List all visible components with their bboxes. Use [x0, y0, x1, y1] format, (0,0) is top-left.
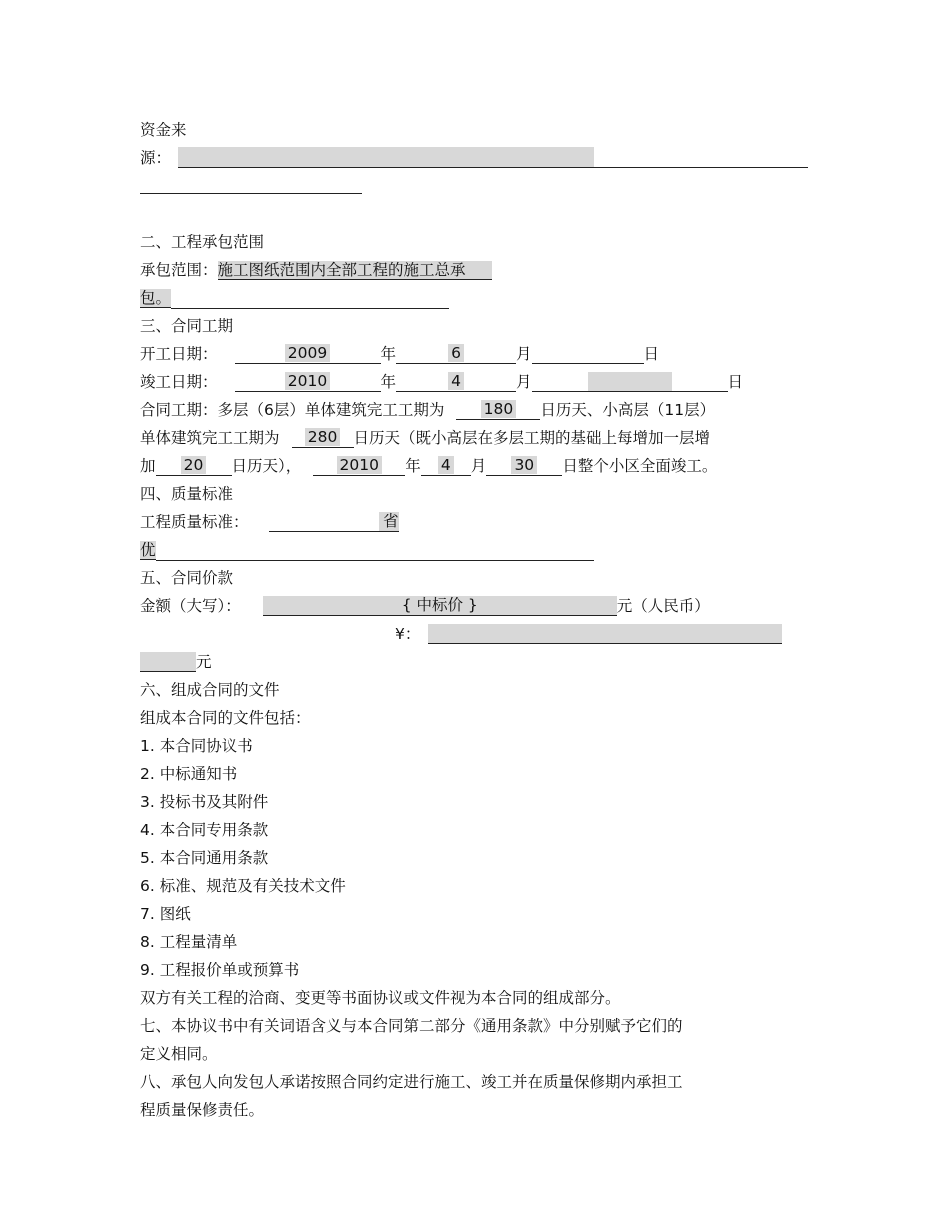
high-floors-value: 11 — [664, 401, 685, 419]
day-unit: 日 — [727, 373, 744, 391]
funding-field[interactable] — [178, 147, 594, 167]
funding-underline-continued — [140, 193, 362, 194]
finish-month-field[interactable] — [421, 456, 471, 476]
end-month-field[interactable] — [396, 372, 516, 392]
multi-days-value: 180 — [481, 400, 517, 418]
start-year-value: 2009 — [285, 344, 330, 362]
yen-field[interactable] — [428, 624, 782, 644]
document-item: 6. 标准、规范及有关技术文件 — [140, 877, 346, 895]
multi-days-field[interactable] — [456, 400, 540, 420]
contract-period-text-7: 加 — [140, 457, 156, 475]
high-days-field[interactable] — [292, 428, 354, 448]
month-unit: 月 — [516, 345, 532, 363]
funding-label-line1: 资金来 — [140, 121, 187, 139]
quality-value-part1: 省 — [379, 512, 399, 531]
contract-period-text-9: 日整个小区全面竣工。 — [562, 457, 718, 475]
multi-floors-value: 6 — [264, 401, 274, 419]
scope-label: 承包范围： — [140, 261, 218, 279]
scope-value-line2[interactable]: 包。 — [140, 289, 172, 307]
documents-note: 双方有关工程的洽商、变更等书面协议或文件视为本合同的组成部分。 — [140, 989, 621, 1007]
yen-label: ¥： — [395, 625, 421, 643]
scope-heading: 二、工程承包范围 — [140, 233, 265, 251]
amount-field[interactable] — [263, 596, 617, 616]
document-item: 1. 本合同协议书 — [140, 737, 253, 755]
price-heading: 五、合同价款 — [140, 569, 234, 587]
clause7-line2: 定义相同。 — [140, 1045, 218, 1063]
document-item: 4. 本合同专用条款 — [140, 821, 269, 839]
start-month-value: 6 — [448, 344, 464, 362]
quality-label: 工程质量标准： — [140, 513, 249, 531]
period-heading: 三、合同工期 — [140, 317, 234, 335]
end-year-field[interactable] — [235, 372, 381, 392]
end-year-value: 2010 — [285, 372, 330, 390]
document-item: 5. 本合同通用条款 — [140, 849, 269, 867]
currency-suffix: 元（人民币） — [616, 597, 710, 615]
day-unit: 日 — [643, 345, 660, 363]
contract-period-text-8: 日历天）， — [231, 457, 302, 475]
document-item: 2. 中标通知书 — [140, 765, 238, 783]
funding-underline — [178, 167, 808, 168]
yen-field-continued[interactable] — [140, 652, 196, 672]
clause8-line1: 八、承包人向发包人承诺按照合同约定进行施工、竣工并在质量保修期内承担工 — [140, 1073, 683, 1091]
finish-month-value: 4 — [438, 456, 454, 474]
contract-period-text-6: 日历天（既小高层在多层工期的基础上每增加一层增 — [353, 429, 711, 447]
end-month-value: 4 — [448, 372, 464, 390]
start-date-label: 开工日期： — [140, 345, 218, 363]
document-item: 3. 投标书及其附件 — [140, 793, 269, 811]
start-year-field[interactable] — [235, 344, 381, 364]
end-day-field[interactable] — [532, 372, 728, 392]
quality-underline — [156, 541, 594, 561]
extra-days-field[interactable] — [156, 456, 232, 476]
funding-label-line2: 源： — [140, 149, 172, 167]
month-unit: 月 — [470, 457, 487, 475]
quality-field[interactable] — [269, 512, 399, 532]
start-day-field[interactable] — [532, 344, 644, 364]
finish-year-field[interactable] — [313, 456, 405, 476]
extra-days-value: 20 — [181, 456, 207, 474]
contract-period-text: 合同工期：多层（ — [140, 401, 265, 419]
documents-intro: 组成本合同的文件包括： — [140, 709, 311, 727]
scope-value-line1[interactable]: 施工图纸范围内全部工程的施工总承 — [218, 261, 492, 280]
start-month-field[interactable] — [396, 344, 516, 364]
scope-underline — [171, 289, 449, 309]
amount-label: 金额（大写）： — [140, 597, 241, 615]
contract-period-text-4: 层） — [684, 401, 716, 419]
month-unit: 月 — [516, 373, 532, 391]
document-item: 7. 图纸 — [140, 905, 191, 923]
document-item: 9. 工程报价单或预算书 — [140, 961, 300, 979]
clause7-line1: 七、本协议书中有关词语含义与本合同第二部分《通用条款》中分别赋予它们的 — [140, 1017, 683, 1035]
year-unit: 年 — [405, 457, 421, 475]
year-unit: 年 — [380, 345, 397, 363]
amount-value: { 中标价 } — [401, 596, 478, 614]
finish-day-field[interactable] — [486, 456, 562, 476]
end-day-value — [588, 372, 672, 391]
contract-period-text-5: 单体建筑完工工期为 — [140, 429, 280, 447]
quality-value-part2[interactable]: 优 — [140, 541, 156, 559]
documents-heading: 六、组成合同的文件 — [140, 681, 280, 699]
finish-day-value: 30 — [511, 456, 537, 474]
end-date-label: 竣工日期： — [140, 373, 218, 391]
finish-year-value: 2010 — [337, 456, 382, 474]
quality-heading: 四、质量标准 — [140, 485, 234, 503]
contract-period-text-3: 日历天、小高层（ — [540, 401, 665, 419]
year-unit: 年 — [380, 373, 397, 391]
clause8-line2: 程质量保修责任。 — [140, 1101, 265, 1119]
high-days-value: 280 — [305, 428, 341, 446]
yuan-unit: 元 — [196, 653, 212, 671]
contract-period-text-2: 层）单体建筑完工工期为 — [273, 401, 445, 419]
document-item: 8. 工程量清单 — [140, 933, 238, 951]
